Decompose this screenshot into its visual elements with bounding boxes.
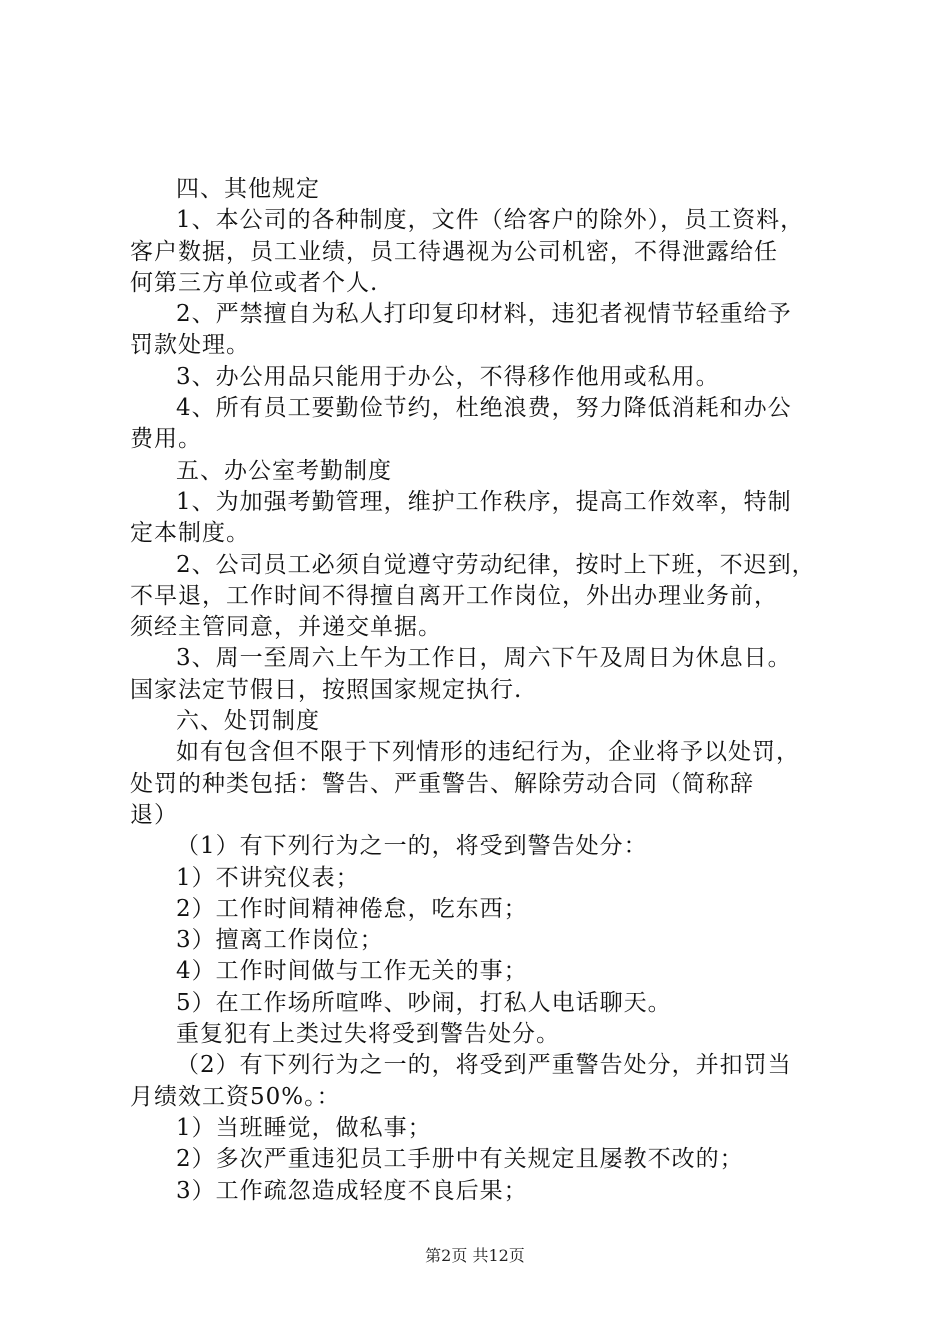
- text-line: 四、其他规定: [176, 176, 320, 202]
- document-body: [130, 174, 830, 1207]
- text-line: （1）有下列行为之一的，将受到警告处分：: [176, 833, 648, 860]
- text-line: 2）多次严重违犯员工手册中有关规定且屡教不改的；: [176, 1146, 744, 1173]
- page-footer: [0, 1243, 950, 1266]
- text-line: 重复犯有上类过失将受到警告处分。: [176, 1021, 560, 1048]
- text-line: 费用。: [130, 426, 202, 453]
- text-line: 5）在工作场所喧哗、吵闹，打私人电话聊天。: [176, 989, 672, 1016]
- text-line: 1、为加强考勤管理，维护工作秩序，提高工作效率，特制: [176, 488, 792, 515]
- text-line: 不早退，工作时间不得擅自离开工作岗位，外出办理业务前，: [130, 582, 778, 609]
- text-line: 须经主管同意，并递交单据。: [130, 614, 442, 641]
- text-line: 2、严禁擅自为私人打印复印材料，违犯者视情节轻重给予: [176, 301, 792, 328]
- text-line: 退）: [130, 801, 178, 828]
- text-line: 2、公司员工必须自觉遵守劳动纪律，按时上下班，不迟到，: [176, 551, 816, 578]
- text-line: 定本制度。: [130, 520, 250, 547]
- text-line: 4）工作时间做与工作无关的事；: [176, 958, 528, 985]
- text-line: 3）擅离工作岗位；: [176, 927, 384, 954]
- text-line: 罚款处理。: [130, 332, 250, 359]
- page-number-label: 第2页 共12页: [425, 1246, 525, 1265]
- text-line: 1）不讲究仪表；: [176, 864, 360, 891]
- text-line: 处罚的种类包括：警告、严重警告、解除劳动合同（简称辞: [130, 770, 754, 797]
- text-line: 客户数据，员工业绩，员工待遇视为公司机密，不得泄露给任: [130, 238, 778, 265]
- text-line: （2）有下列行为之一的，将受到严重警告处分，并扣罚当: [176, 1052, 792, 1079]
- text-line: 如有包含但不限于下列情形的违纪行为，企业将予以处罚，: [176, 739, 800, 766]
- text-line: 六、处罚制度: [176, 708, 320, 735]
- text-line: 2）工作时间精神倦怠，吃东西；: [176, 895, 528, 922]
- text-line: 1）当班睡觉，做私事；: [176, 1114, 432, 1141]
- text-line: 国家法定节假日，按照国家规定执行.: [130, 676, 523, 703]
- text-line: 3、办公用品只能用于办公，不得移作他用或私用。: [176, 363, 720, 390]
- text-line: 3）工作疏忽造成轻度不良后果；: [176, 1177, 528, 1204]
- text-line: 何第三方单位或者个人.: [130, 269, 379, 296]
- text-line: 月绩效工资50%。：: [130, 1083, 341, 1110]
- text-line: 1、本公司的各种制度，文件（给客户的除外），员工资料，: [176, 207, 805, 234]
- text-line: 4、所有员工要勤俭节约，杜绝浪费，努力降低消耗和办公: [176, 395, 792, 422]
- text-line: 五、办公室考勤制度: [176, 457, 392, 484]
- text-line: 3、周一至周六上午为工作日，周六下午及周日为休息日。: [176, 645, 792, 672]
